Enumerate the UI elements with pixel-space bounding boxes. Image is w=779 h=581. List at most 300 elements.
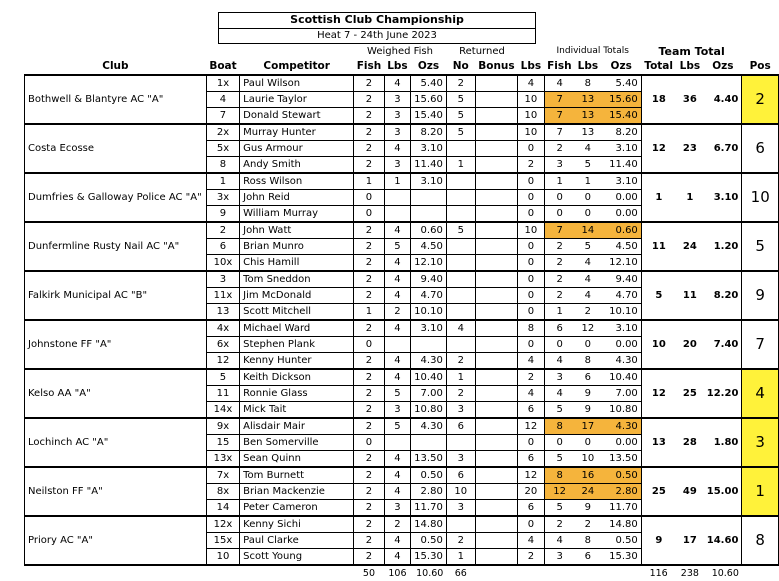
ozs-cell: 5.40 — [411, 75, 447, 92]
ozs-cell: 13.50 — [411, 451, 447, 468]
competitor-cell: Scott Young — [240, 549, 354, 566]
individual-ozs-cell: 4.70 — [601, 288, 641, 304]
individual-ozs-cell: 3.10 — [601, 320, 641, 337]
boat-cell: 12 — [206, 353, 239, 370]
competitor-cell: John Watt — [240, 222, 354, 239]
boat-cell: 8 — [206, 157, 239, 174]
bonus-cell — [475, 92, 517, 108]
team-lbs-cell: 36 — [676, 75, 704, 124]
bonus-lbs-cell: 0 — [518, 304, 544, 321]
returned-header: Returned — [459, 46, 505, 57]
total-team-lbs-cell: 238 — [676, 565, 704, 581]
team-lbs-cell: 24 — [676, 222, 704, 271]
team-lbs-cell: 1 — [676, 173, 704, 222]
individual-lbs-cell: 9 — [575, 500, 601, 517]
team-ozs-cell: 1.80 — [704, 418, 742, 467]
lbs-cell: 4 — [384, 320, 410, 337]
lbs-cell: 4 — [384, 484, 410, 500]
lbs-cell: 4 — [384, 255, 410, 272]
position-cell: 3 — [742, 418, 779, 467]
bonus-lbs-cell: 0 — [518, 190, 544, 206]
bonus-cell — [475, 304, 517, 321]
boat-cell: 10 — [206, 549, 239, 566]
individual-lbs-cell: 2 — [575, 304, 601, 321]
bonus-cell — [475, 516, 517, 533]
bonus-lbs-cell: 0 — [518, 239, 544, 255]
lbs-cell: 4 — [384, 353, 410, 370]
returned-no-cell — [446, 516, 475, 533]
total-lbs-cell: 106 — [384, 565, 410, 581]
competitor-cell: Laurie Taylor — [240, 92, 354, 108]
bonus-cell — [475, 484, 517, 500]
lbs-cell: 4 — [384, 369, 410, 386]
ozs-cell: 10.10 — [411, 304, 447, 321]
position-cell: 6 — [742, 124, 779, 173]
individual-lbs-cell: 0 — [575, 206, 601, 223]
bonus-cell — [475, 239, 517, 255]
individual-lbs-cell: 4 — [575, 288, 601, 304]
returned-no-cell: 3 — [446, 500, 475, 517]
empty-cell — [544, 565, 575, 581]
bonus-cell — [475, 467, 517, 484]
boat-cell: 7 — [206, 108, 239, 125]
competitor-cell: Jim McDonald — [240, 288, 354, 304]
competitor-cell: Paul Wilson — [240, 75, 354, 92]
team-total-cell: 12 — [641, 124, 676, 173]
team-ozs-cell: 3.10 — [704, 173, 742, 222]
bonus-cell — [475, 271, 517, 288]
individual-ozs-cell: 0.50 — [601, 533, 641, 549]
position-cell: 4 — [742, 369, 779, 418]
boat-cell: 15 — [206, 435, 239, 451]
team-ozs-cell: 14.60 — [704, 516, 742, 565]
fish-cell: 2 — [354, 516, 385, 533]
team-total-cell: 13 — [641, 418, 676, 467]
competitor-cell: Mick Tait — [240, 402, 354, 419]
individual-lbs-cell: 12 — [575, 320, 601, 337]
individual-lbs-cell: 8 — [575, 533, 601, 549]
lbs-cell: 4 — [384, 141, 410, 157]
table-row — [25, 467, 779, 484]
individual-lbs-cell: 0 — [575, 337, 601, 353]
individual-ozs-cell: 8.20 — [601, 124, 641, 141]
team-total-header: Team Total — [658, 45, 725, 58]
lbs-cell: 3 — [384, 124, 410, 141]
bonus-cell — [475, 108, 517, 125]
bonus-cell — [475, 386, 517, 402]
individual-lbs-cell: 8 — [575, 353, 601, 370]
team-lbs-cell: 28 — [676, 418, 704, 467]
bonus-lbs-cell: 20 — [518, 484, 544, 500]
individual-ozs-cell: 3.10 — [601, 173, 641, 190]
fish-cell: 2 — [354, 157, 385, 174]
total-team-total-cell: 116 — [641, 565, 676, 581]
ozs-cell: 4.30 — [411, 418, 447, 435]
individual-fish-cell: 4 — [544, 353, 575, 370]
col-header-team-lbs: Lbs — [679, 60, 701, 72]
table-row — [25, 516, 779, 533]
team-lbs-cell: 49 — [676, 467, 704, 516]
bonus-cell — [475, 500, 517, 517]
empty-cell — [240, 565, 354, 581]
lbs-cell: 3 — [384, 108, 410, 125]
lbs-cell: 4 — [384, 288, 410, 304]
boat-cell: 9x — [206, 418, 239, 435]
ozs-cell: 7.00 — [411, 386, 447, 402]
col-header-ozs: Ozs — [417, 60, 440, 72]
col-header-lbs: Lbs — [387, 60, 408, 72]
individual-lbs-cell: 17 — [575, 418, 601, 435]
ozs-cell: 11.40 — [411, 157, 447, 174]
boat-cell: 6x — [206, 337, 239, 353]
ozs-cell — [411, 337, 447, 353]
total-fish-cell: 50 — [354, 565, 385, 581]
returned-no-cell — [446, 255, 475, 272]
returned-no-cell: 2 — [446, 75, 475, 92]
boat-cell: 6 — [206, 239, 239, 255]
boat-cell: 10x — [206, 255, 239, 272]
bonus-lbs-cell: 0 — [518, 435, 544, 451]
bonus-cell — [475, 337, 517, 353]
club-name: Priory AC "A" — [25, 516, 207, 565]
ozs-cell: 3.10 — [411, 320, 447, 337]
individual-ozs-cell: 11.40 — [601, 157, 641, 174]
team-ozs-cell: 6.70 — [704, 124, 742, 173]
club-name: Neilston FF "A" — [25, 467, 207, 516]
competitor-cell: Donald Stewart — [240, 108, 354, 125]
returned-no-cell: 10 — [446, 484, 475, 500]
team-total-cell: 5 — [641, 271, 676, 320]
boat-cell: 2 — [206, 222, 239, 239]
fish-cell: 2 — [354, 271, 385, 288]
col-header-pos: Pos — [749, 60, 771, 72]
bonus-lbs-cell: 4 — [518, 533, 544, 549]
individual-fish-cell: 5 — [544, 451, 575, 468]
competitor-cell: Scott Mitchell — [240, 304, 354, 321]
empty-cell — [601, 565, 641, 581]
returned-no-cell: 3 — [446, 402, 475, 419]
bonus-cell — [475, 222, 517, 239]
ozs-cell: 4.30 — [411, 353, 447, 370]
lbs-cell: 5 — [384, 386, 410, 402]
empty-cell — [575, 565, 601, 581]
club-name: Falkirk Municipal AC "B" — [25, 271, 207, 320]
individual-fish-cell: 4 — [544, 533, 575, 549]
individual-fish-cell: 8 — [544, 418, 575, 435]
ozs-cell: 3.10 — [411, 141, 447, 157]
individual-fish-cell: 5 — [544, 402, 575, 419]
lbs-cell — [384, 337, 410, 353]
team-ozs-cell: 1.20 — [704, 222, 742, 271]
individual-ozs-cell: 2.80 — [601, 484, 641, 500]
boat-cell: 5x — [206, 141, 239, 157]
group-header-row — [25, 44, 779, 59]
table-row — [25, 271, 779, 288]
bonus-lbs-cell: 6 — [518, 402, 544, 419]
col-header-bonus: Bonus — [478, 60, 515, 72]
individual-ozs-cell: 9.40 — [601, 271, 641, 288]
empty-cell — [518, 565, 544, 581]
individual-lbs-cell: 6 — [575, 369, 601, 386]
bonus-lbs-cell: 10 — [518, 108, 544, 125]
ozs-cell — [411, 206, 447, 223]
returned-no-cell: 2 — [446, 353, 475, 370]
individual-lbs-cell: 2 — [575, 516, 601, 533]
fish-cell: 2 — [354, 255, 385, 272]
fish-cell: 2 — [354, 75, 385, 92]
individual-lbs-cell: 24 — [575, 484, 601, 500]
individual-ozs-cell: 4.30 — [601, 418, 641, 435]
team-lbs-cell: 11 — [676, 271, 704, 320]
individual-ozs-cell: 15.30 — [601, 549, 641, 566]
boat-cell: 4 — [206, 92, 239, 108]
col-header-ind-ozs: Ozs — [610, 60, 632, 72]
bonus-cell — [475, 320, 517, 337]
individual-fish-cell: 2 — [544, 288, 575, 304]
ozs-cell: 11.70 — [411, 500, 447, 517]
individual-lbs-cell: 5 — [575, 239, 601, 255]
individual-ozs-cell: 15.60 — [601, 92, 641, 108]
ozs-cell: 0.50 — [411, 467, 447, 484]
individual-fish-cell: 1 — [544, 173, 575, 190]
returned-no-cell — [446, 288, 475, 304]
fish-cell: 0 — [354, 206, 385, 223]
bonus-cell — [475, 206, 517, 223]
bonus-cell — [475, 255, 517, 272]
lbs-cell: 4 — [384, 451, 410, 468]
fish-cell: 0 — [354, 190, 385, 206]
club-name: Johnstone FF "A" — [25, 320, 207, 369]
individual-lbs-cell: 14 — [575, 222, 601, 239]
bonus-cell — [475, 353, 517, 370]
returned-no-cell — [446, 173, 475, 190]
bonus-lbs-cell: 2 — [518, 157, 544, 174]
bonus-lbs-cell: 0 — [518, 255, 544, 272]
fish-cell: 0 — [354, 337, 385, 353]
individual-fish-cell: 3 — [544, 549, 575, 566]
individual-fish-cell: 7 — [544, 92, 575, 108]
ozs-cell: 15.60 — [411, 92, 447, 108]
competitor-cell: Andy Smith — [240, 157, 354, 174]
individual-fish-cell: 0 — [544, 190, 575, 206]
totals-row — [25, 565, 779, 581]
fish-cell: 2 — [354, 484, 385, 500]
lbs-cell: 4 — [384, 467, 410, 484]
col-header-ind-fish: Fish — [547, 60, 572, 72]
competitor-cell: Keith Dickson — [240, 369, 354, 386]
individual-fish-cell: 3 — [544, 369, 575, 386]
individual-ozs-cell: 0.00 — [601, 337, 641, 353]
competitor-cell: Brian Mackenzie — [240, 484, 354, 500]
bonus-lbs-cell: 4 — [518, 353, 544, 370]
individual-fish-cell: 5 — [544, 500, 575, 517]
ozs-cell — [411, 190, 447, 206]
individual-lbs-cell: 9 — [575, 402, 601, 419]
individual-ozs-cell: 10.40 — [601, 369, 641, 386]
competitor-cell: Sean Quinn — [240, 451, 354, 468]
fish-cell: 2 — [354, 402, 385, 419]
returned-no-cell: 2 — [446, 386, 475, 402]
lbs-cell: 5 — [384, 418, 410, 435]
competitor-cell: Murray Hunter — [240, 124, 354, 141]
empty-cell — [206, 565, 239, 581]
bonus-cell — [475, 451, 517, 468]
individual-lbs-cell: 13 — [575, 124, 601, 141]
competitor-cell: Michael Ward — [240, 320, 354, 337]
individual-fish-cell: 3 — [544, 157, 575, 174]
returned-no-cell: 5 — [446, 92, 475, 108]
fish-cell: 2 — [354, 369, 385, 386]
bonus-lbs-cell: 0 — [518, 288, 544, 304]
ozs-cell: 2.80 — [411, 484, 447, 500]
boat-cell: 1x — [206, 75, 239, 92]
lbs-cell: 4 — [384, 533, 410, 549]
bonus-lbs-cell: 10 — [518, 124, 544, 141]
individual-ozs-cell: 7.00 — [601, 386, 641, 402]
bonus-lbs-cell: 4 — [518, 75, 544, 92]
bonus-lbs-cell: 0 — [518, 516, 544, 533]
position-cell: 7 — [742, 320, 779, 369]
fish-cell: 2 — [354, 353, 385, 370]
team-total-cell: 18 — [641, 75, 676, 124]
bonus-cell — [475, 173, 517, 190]
fish-cell: 2 — [354, 239, 385, 255]
team-total-cell: 9 — [641, 516, 676, 565]
individual-ozs-cell: 5.40 — [601, 75, 641, 92]
individual-fish-cell: 2 — [544, 255, 575, 272]
lbs-cell: 4 — [384, 75, 410, 92]
returned-no-cell: 4 — [446, 320, 475, 337]
results-body — [25, 44, 779, 581]
individual-fish-cell: 8 — [544, 467, 575, 484]
fish-cell: 2 — [354, 500, 385, 517]
bonus-cell — [475, 533, 517, 549]
competitor-cell: Tom Sneddon — [240, 271, 354, 288]
competitor-cell: William Murray — [240, 206, 354, 223]
fish-cell: 2 — [354, 92, 385, 108]
sheet-subtitle: Heat 7 - 24th June 2023 — [218, 28, 536, 44]
individual-ozs-cell: 4.30 — [601, 353, 641, 370]
fish-cell: 2 — [354, 222, 385, 239]
empty-cell — [742, 565, 779, 581]
lbs-cell — [384, 190, 410, 206]
team-ozs-cell: 7.40 — [704, 320, 742, 369]
individual-ozs-cell: 0.60 — [601, 222, 641, 239]
total-team-ozs-cell: 10.60 — [704, 565, 742, 581]
competitor-cell: Chis Hamill — [240, 255, 354, 272]
bonus-lbs-cell: 12 — [518, 467, 544, 484]
individual-ozs-cell: 12.10 — [601, 255, 641, 272]
ozs-cell — [411, 435, 447, 451]
lbs-cell: 4 — [384, 222, 410, 239]
team-total-cell: 1 — [641, 173, 676, 222]
bonus-lbs-cell: 10 — [518, 92, 544, 108]
individual-fish-cell: 4 — [544, 75, 575, 92]
boat-cell: 5 — [206, 369, 239, 386]
team-lbs-cell: 20 — [676, 320, 704, 369]
position-cell: 5 — [742, 222, 779, 271]
team-total-cell: 10 — [641, 320, 676, 369]
individual-fish-cell: 2 — [544, 141, 575, 157]
sheet-title: Scottish Club Championship — [218, 12, 536, 29]
individual-lbs-cell: 16 — [575, 467, 601, 484]
individual-ozs-cell: 0.00 — [601, 190, 641, 206]
table-row — [25, 124, 779, 141]
table-row — [25, 418, 779, 435]
table-row — [25, 320, 779, 337]
individual-lbs-cell: 13 — [575, 108, 601, 125]
individual-ozs-cell: 0.50 — [601, 467, 641, 484]
individual-fish-cell: 2 — [544, 271, 575, 288]
team-ozs-cell: 4.40 — [704, 75, 742, 124]
team-total-cell: 11 — [641, 222, 676, 271]
bonus-cell — [475, 435, 517, 451]
competitor-cell: Kenny Hunter — [240, 353, 354, 370]
returned-no-cell: 5 — [446, 124, 475, 141]
total-returned-cell: 66 — [446, 565, 475, 581]
col-header-ind-lbs: Lbs — [577, 60, 599, 72]
individual-fish-cell: 7 — [544, 222, 575, 239]
competitor-cell: Alisdair Mair — [240, 418, 354, 435]
lbs-cell: 3 — [384, 402, 410, 419]
individual-lbs-cell: 9 — [575, 386, 601, 402]
boat-cell: 14 — [206, 500, 239, 517]
col-header-team-total: Total — [644, 60, 673, 72]
competitor-cell: Brian Munro — [240, 239, 354, 255]
results-table — [24, 44, 779, 581]
boat-cell: 15x — [206, 533, 239, 549]
individual-ozs-cell: 15.40 — [601, 108, 641, 125]
ozs-cell: 3.10 — [411, 173, 447, 190]
competitor-cell: Gus Armour — [240, 141, 354, 157]
lbs-cell: 1 — [384, 173, 410, 190]
bonus-cell — [475, 549, 517, 566]
boat-cell: 14x — [206, 402, 239, 419]
total-ozs-cell: 10.60 — [411, 565, 447, 581]
competitor-cell: Stephen Plank — [240, 337, 354, 353]
col-header-fish: Fish — [356, 60, 382, 72]
team-ozs-cell: 15.00 — [704, 467, 742, 516]
bonus-cell — [475, 124, 517, 141]
returned-no-cell — [446, 141, 475, 157]
individual-ozs-cell: 10.10 — [601, 304, 641, 321]
bonus-lbs-cell: 8 — [518, 320, 544, 337]
competitor-cell: Tom Burnett — [240, 467, 354, 484]
team-total-cell: 25 — [641, 467, 676, 516]
lbs-cell: 5 — [384, 239, 410, 255]
individual-ozs-cell: 4.50 — [601, 239, 641, 255]
boat-cell: 13x — [206, 451, 239, 468]
position-cell: 1 — [742, 467, 779, 516]
individual-fish-cell: 0 — [544, 206, 575, 223]
team-lbs-cell: 17 — [676, 516, 704, 565]
bonus-lbs-cell: 4 — [518, 386, 544, 402]
position-cell: 9 — [742, 271, 779, 320]
col-header-boat: Boat — [209, 60, 237, 72]
individual-fish-cell: 7 — [544, 124, 575, 141]
returned-no-cell — [446, 435, 475, 451]
club-name: Costa Ecosse — [25, 124, 207, 173]
club-name: Dunfermline Rusty Nail AC "A" — [25, 222, 207, 271]
boat-cell: 3x — [206, 190, 239, 206]
returned-no-cell: 1 — [446, 549, 475, 566]
bonus-lbs-cell: 10 — [518, 222, 544, 239]
ozs-cell: 0.60 — [411, 222, 447, 239]
table-row — [25, 173, 779, 190]
bonus-cell — [475, 141, 517, 157]
competitor-cell: Ronnie Glass — [240, 386, 354, 402]
individual-lbs-cell: 4 — [575, 255, 601, 272]
